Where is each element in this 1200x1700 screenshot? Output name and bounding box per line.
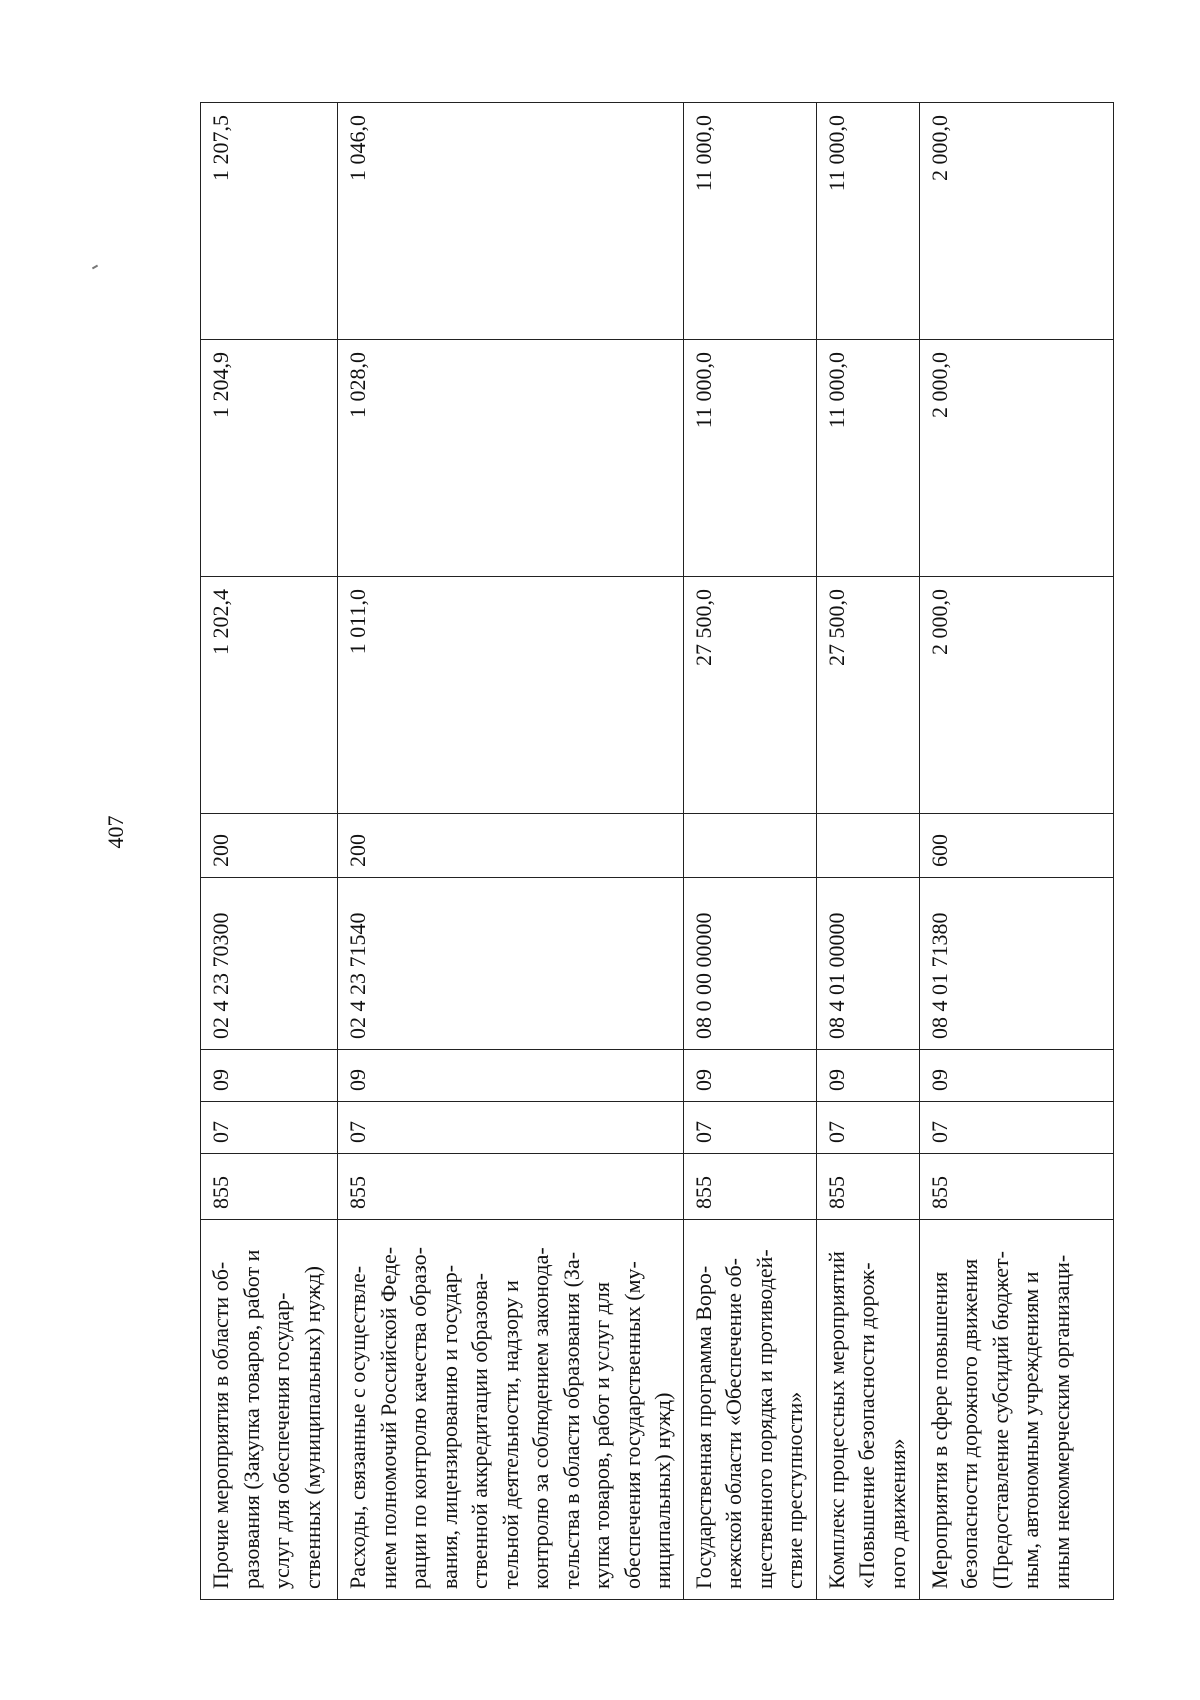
cell-sum2: 1 204,9	[201, 340, 338, 577]
cell-description: Мероприятия в сфере повышения безопасности дорожного движения (Предоставление субсидий бюджет-ным, автономным учреждениям и иным некоммерческим организаци-	[919, 1220, 1113, 1600]
cell-sum3: 2 000,0	[919, 103, 1113, 340]
cell-csr: 02 4 23 71540	[338, 878, 684, 1050]
cell-vr	[816, 814, 919, 878]
cell-vr: 600	[919, 814, 1113, 878]
cell-csr: 02 4 23 70300	[201, 878, 338, 1050]
cell-sum1: 1 202,4	[201, 577, 338, 814]
cell-rz: 07	[201, 1102, 338, 1154]
cell-pr: 09	[919, 1050, 1113, 1102]
cell-vr: 200	[338, 814, 684, 878]
cell-grbs: 855	[683, 1154, 816, 1220]
cell-pr: 09	[683, 1050, 816, 1102]
cell-grbs: 855	[338, 1154, 684, 1220]
table-row	[201, 103, 338, 1600]
cell-rz: 07	[919, 1102, 1113, 1154]
cell-rz: 07	[338, 1102, 684, 1154]
cell-sum1: 27 500,0	[683, 577, 816, 814]
budget-table-rotated	[200, 103, 1090, 1600]
table-row	[816, 103, 919, 1600]
cell-pr: 09	[816, 1050, 919, 1102]
cell-description: Государственная программа Воро-нежской области «Обеспечение об-щественного порядка и противодей-ствие преступности»	[683, 1220, 816, 1600]
cell-sum2: 11 000,0	[816, 340, 919, 577]
cell-rz: 07	[683, 1102, 816, 1154]
cell-sum2: 11 000,0	[683, 340, 816, 577]
cell-csr: 08 0 00 00000	[683, 878, 816, 1050]
cell-sum2: 2 000,0	[919, 340, 1113, 577]
cell-sum3: 11 000,0	[683, 103, 816, 340]
cell-sum2: 1 028,0	[338, 340, 684, 577]
table-body	[201, 103, 1114, 1600]
cell-rz: 07	[816, 1102, 919, 1154]
cell-grbs: 855	[816, 1154, 919, 1220]
cell-vr: 200	[201, 814, 338, 878]
cell-pr: 09	[338, 1050, 684, 1102]
cell-description: Комплекс процессных мероприятий «Повышение безопасности дорож-ного движения»	[816, 1220, 919, 1600]
cell-sum3: 1 207,5	[201, 103, 338, 340]
cell-grbs: 855	[919, 1154, 1113, 1220]
cell-description: Прочие мероприятия в области об-разования (Закупка товаров, работ и услуг для обеспечения государ-ственных (муниципальных) нужд)	[201, 1220, 338, 1600]
cell-grbs: 855	[201, 1154, 338, 1220]
cell-sum1: 1 011,0	[338, 577, 684, 814]
cell-csr: 08 4 01 00000	[816, 878, 919, 1050]
cell-description: Расходы, связанные с осуществле-нием полномочий Российской Феде-рации по контролю качества образо-вания, лицензированию и государ-ственной аккредитации образова-тельной деятельности, надзору и контролю за соблюдением законода-тельства в области образования (За-купка товаров, работ и услуг для обеспечения государственных (му-ниципальных) нужд)	[338, 1220, 684, 1600]
cell-sum3: 11 000,0	[816, 103, 919, 340]
table-row	[683, 103, 816, 1600]
scan-mark	[92, 265, 98, 270]
cell-csr: 08 4 01 71380	[919, 878, 1113, 1050]
table-row	[338, 103, 684, 1600]
table-row	[919, 103, 1113, 1600]
cell-sum1: 2 000,0	[919, 577, 1113, 814]
cell-vr	[683, 814, 816, 878]
budget-table-container	[200, 103, 1090, 1600]
cell-sum1: 27 500,0	[816, 577, 919, 814]
page-number: 407	[103, 815, 128, 849]
budget-table	[200, 102, 1114, 1600]
cell-sum3: 1 046,0	[338, 103, 684, 340]
cell-pr: 09	[201, 1050, 338, 1102]
